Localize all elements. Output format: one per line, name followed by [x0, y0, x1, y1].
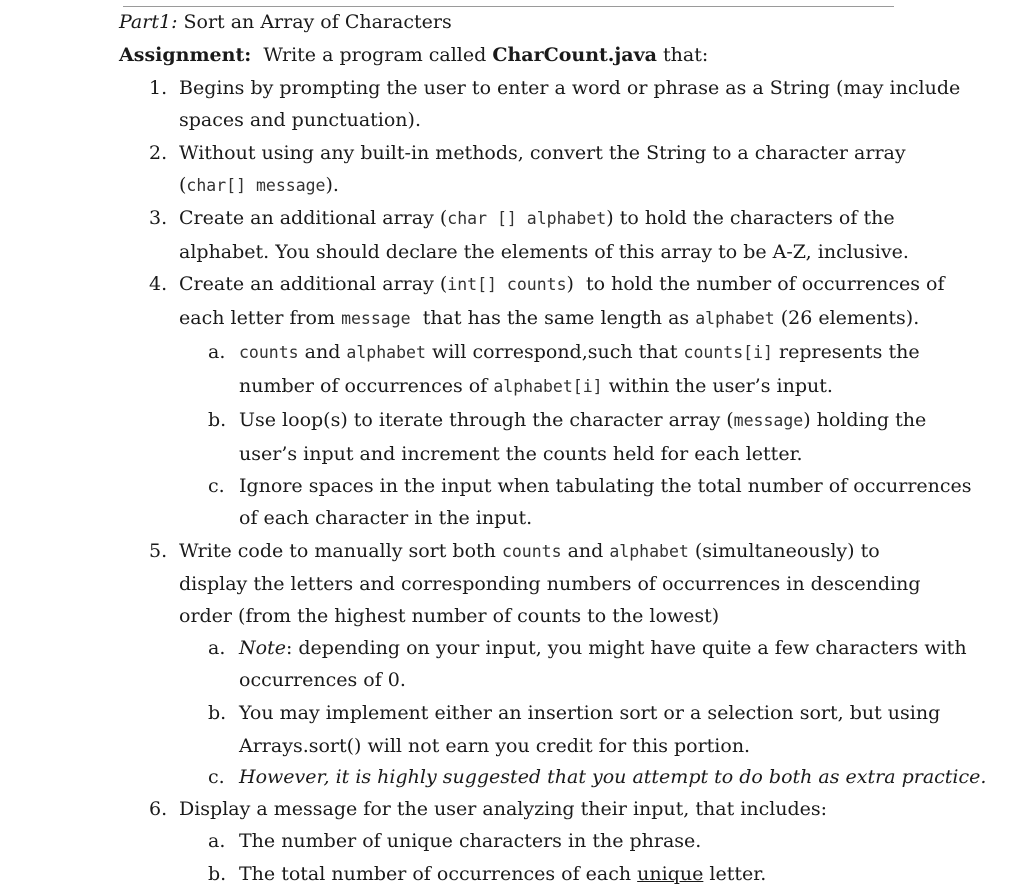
text: (26 elements). [774, 307, 920, 329]
top-rule [123, 6, 894, 7]
subitem-4c-line-1: Ignore spaces in the input when tabulating the total number of occurrences [239, 475, 972, 497]
subitem-4a-line-2 [239, 374, 833, 399]
title-text: Sort an Array of Characters [177, 11, 452, 33]
subitem-letter-4b: b. [208, 409, 227, 431]
item-1-line-1: Begins by prompting the user to enter a word or phrase as a String (may include [179, 77, 961, 99]
item-3-line-1 [179, 206, 895, 231]
item-5-line-2: display the letters and corresponding numbers of occurrences in descending [179, 573, 921, 595]
subitem-letter-5c: c. [208, 766, 225, 788]
paren: ). [325, 174, 339, 196]
item-4-line-2 [179, 306, 919, 331]
subitem-4a-line-1 [239, 340, 920, 365]
text: ) to hold the characters of the [606, 207, 895, 229]
text: (simultaneously) to [688, 540, 880, 562]
item-number-3: 3. [149, 207, 168, 229]
part-label: Part1: [119, 11, 178, 33]
assignment-line [119, 43, 708, 67]
text: letter. [703, 863, 767, 885]
text: each letter from [179, 307, 342, 329]
code-counts: counts [239, 343, 299, 362]
item-5-line-3: order (from the highest number of counts to the lowest) [179, 605, 720, 627]
assignment-text: Write a program called [251, 44, 493, 66]
item-number-6: 6. [149, 798, 168, 820]
subitem-6a-line-1: The number of unique characters in the phrase. [239, 830, 702, 852]
section-title [119, 10, 452, 34]
item-1-line-2: spaces and punctuation). [179, 109, 421, 131]
subitem-6b-line-1 [239, 862, 766, 886]
text: Write code to manually sort both [179, 540, 502, 562]
item-number-2: 2. [149, 142, 168, 164]
assignment-label: Assignment: [119, 44, 252, 66]
code-message: message [733, 411, 804, 430]
text: and [561, 540, 610, 562]
code-alphabet-i: alphabet[i] [493, 377, 603, 396]
subitem-letter-6a: a. [208, 830, 226, 852]
subitem-4c-line-2: of each character in the input. [239, 507, 533, 529]
assignment-text-end: that: [656, 44, 709, 66]
subitem-letter-5b: b. [208, 702, 227, 724]
item-number-1: 1. [149, 77, 168, 99]
item-5-line-1 [179, 539, 880, 564]
extra-practice-text: However, it is highly suggested that you attempt to do both as extra practice. [239, 766, 987, 788]
paren: ( [179, 174, 187, 196]
subitem-letter-6b: b. [208, 863, 227, 885]
text: Use loop(s) to iterate through the character array ( [239, 409, 734, 431]
text: that has the same length as [410, 307, 696, 329]
subitem-letter-4a: a. [208, 341, 226, 363]
subitem-letter-4c: c. [208, 475, 225, 497]
item-number-4: 4. [149, 273, 168, 295]
code-char-message: char[] message [186, 176, 326, 195]
subitem-5a-line-1 [239, 636, 967, 660]
subitem-5c-line-1 [239, 765, 986, 789]
note-label: Note [239, 637, 286, 659]
text: ) holding the [803, 409, 927, 431]
text: Create an additional array ( [179, 273, 448, 295]
text: ) to hold the number of occurrences of [566, 273, 945, 295]
item-2-line-2 [179, 173, 339, 198]
unique-underlined: unique [637, 863, 704, 885]
item-3-line-2: alphabet. You should declare the elements of this array to be A-Z, inclusive. [179, 241, 909, 263]
filename: CharCount.java [492, 44, 657, 66]
item-2-line-1: Without using any built-in methods, convert the String to a character array [179, 142, 906, 164]
subitem-5b-line-2: Arrays.sort() will not earn you credit for this portion. [239, 735, 751, 757]
text: within the user’s input. [602, 375, 833, 397]
text: and [298, 341, 347, 363]
text: : depending on your input, you might have quite a few characters with [285, 637, 967, 659]
text: Create an additional array ( [179, 207, 448, 229]
code-char-alphabet: char [] alphabet [447, 209, 607, 228]
subitem-4b-line-2: user’s input and increment the counts held for each letter. [239, 443, 803, 465]
code-alphabet: alphabet [346, 343, 426, 362]
text: represents the [772, 341, 920, 363]
text: The total number of occurrences of each [239, 863, 638, 885]
item-6-line-1: Display a message for the user analyzing their input, that includes: [179, 798, 828, 820]
subitem-letter-5a: a. [208, 637, 226, 659]
text: will correspond,such that [425, 341, 684, 363]
code-message: message [341, 309, 411, 328]
code-int-counts: int[] counts [447, 275, 567, 294]
code-alphabet: alphabet [609, 542, 689, 561]
text: number of occurrences of [239, 375, 494, 397]
code-counts: counts [501, 542, 562, 561]
subitem-4b-line-1 [239, 408, 926, 433]
item-number-5: 5. [149, 540, 168, 562]
code-counts-i: counts[i] [683, 343, 773, 362]
subitem-5b-line-1: You may implement either an insertion sort or a selection sort, but using [239, 702, 941, 724]
code-alphabet: alphabet [695, 309, 775, 328]
subitem-5a-line-2: occurrences of 0. [239, 669, 406, 691]
item-4-line-1 [179, 272, 945, 297]
